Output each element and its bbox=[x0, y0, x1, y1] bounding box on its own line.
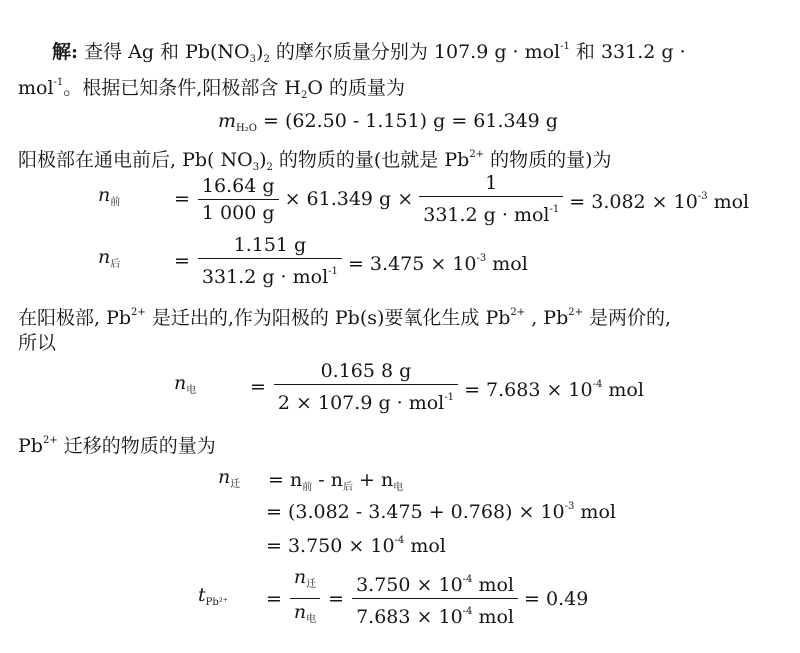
migration-text: + n bbox=[353, 469, 394, 491]
superscript: 2+ bbox=[42, 435, 58, 446]
superscript: -4 bbox=[462, 606, 473, 617]
equation-rhs bbox=[464, 372, 644, 403]
symbol: n bbox=[98, 246, 111, 268]
equation-n-before bbox=[98, 172, 749, 226]
superscript: -1 bbox=[549, 204, 560, 215]
subscript: H₂O bbox=[236, 123, 257, 134]
denominator-text: 331.2 g · mol bbox=[423, 204, 550, 226]
superscript: -1 bbox=[560, 41, 570, 52]
superscript: -3 bbox=[476, 252, 487, 264]
paragraph-text: , Pb bbox=[525, 307, 569, 329]
symbol: m bbox=[218, 110, 237, 132]
equals-sign: = bbox=[174, 250, 190, 272]
equals-sign: = bbox=[266, 587, 282, 610]
symbol: n bbox=[293, 601, 307, 623]
fraction-inverse-molar-mass bbox=[419, 172, 563, 226]
fraction-electric bbox=[274, 360, 458, 414]
symbol: n bbox=[98, 184, 111, 206]
superscript: 2+ bbox=[510, 307, 526, 318]
superscript: -1 bbox=[53, 77, 64, 88]
intro-text: O 的质量为 bbox=[307, 77, 405, 99]
numerator-text: 3.750 × 10 bbox=[356, 574, 463, 596]
superscript: -1 bbox=[328, 266, 338, 277]
equation-n-after bbox=[98, 234, 528, 288]
denominator: 1 000 g bbox=[201, 201, 275, 224]
intro-text: 的摩尔质量分别为 107.9 g · mol bbox=[269, 41, 561, 63]
paragraph-text: 迁移的物质的量为 bbox=[57, 435, 216, 457]
denominator-text: 331.2 g · mol bbox=[201, 266, 329, 288]
superscript: -1 bbox=[444, 392, 455, 403]
equation-rhs bbox=[348, 246, 528, 277]
subscript: 迁 bbox=[230, 479, 241, 490]
superscript: -4 bbox=[592, 378, 603, 390]
rhs-text: = 7.683 × 10 bbox=[464, 378, 593, 401]
equals-sign: = bbox=[328, 587, 345, 610]
numerator bbox=[352, 569, 518, 599]
n-after-label bbox=[98, 244, 166, 278]
n-migration-label bbox=[218, 464, 262, 498]
rhs-text: = 3.475 × 10 bbox=[347, 252, 477, 275]
rhs-unit: mol bbox=[707, 190, 750, 213]
migration-text: = (3.082 - 3.475 + 0.768) × 10 bbox=[266, 501, 565, 523]
subscript: 电 bbox=[306, 614, 317, 625]
superscript: -4 bbox=[394, 535, 405, 546]
subscript: 3 bbox=[249, 54, 257, 65]
superscript: 2+ bbox=[568, 307, 583, 318]
migration-unit: mol bbox=[404, 535, 446, 557]
subscript: 后 bbox=[343, 482, 353, 493]
denominator bbox=[274, 385, 458, 414]
intro-line-1 bbox=[52, 34, 686, 73]
paragraph-text: 的物质的量)为 bbox=[484, 149, 612, 171]
n-before-label bbox=[98, 182, 166, 216]
superscript: -4 bbox=[462, 574, 473, 585]
fraction-mass-ratio bbox=[198, 175, 279, 224]
paragraph-text: 所以 bbox=[18, 332, 57, 354]
solution-label: 解: bbox=[52, 41, 79, 63]
paragraph-text: 在阳极部, Pb bbox=[18, 307, 132, 329]
paragraph-text: ) bbox=[259, 149, 267, 171]
denominator bbox=[419, 197, 563, 226]
paragraph-2-cont bbox=[18, 330, 56, 356]
equation-transference-number bbox=[198, 566, 588, 631]
fraction-after bbox=[198, 234, 342, 288]
subscript: 后 bbox=[110, 259, 121, 270]
equals-sign: = bbox=[250, 376, 266, 398]
migration-unit: mol bbox=[574, 501, 616, 523]
intro-text: ) bbox=[256, 41, 264, 63]
paragraph-text: Pb bbox=[18, 435, 43, 457]
n-electric-label bbox=[174, 370, 242, 404]
t-label bbox=[198, 582, 258, 616]
subscript: 电 bbox=[186, 385, 197, 396]
subscript: 前 bbox=[302, 482, 313, 493]
subscript: Pb²⁺ bbox=[205, 596, 229, 608]
subscript: 2 bbox=[263, 54, 270, 65]
rhs-unit: mol bbox=[602, 378, 644, 401]
symbol: n bbox=[174, 372, 187, 394]
denominator bbox=[290, 599, 320, 631]
denominator-unit: mol bbox=[472, 606, 514, 628]
intro-line-2 bbox=[18, 70, 405, 109]
intro-text: 。根据已知条件,阳极部含 H bbox=[63, 77, 301, 99]
migration-text: = n bbox=[268, 469, 303, 491]
denominator bbox=[198, 259, 342, 288]
equation-rhs: = (62.50 - 1.151) g = 61.349 g bbox=[263, 110, 558, 132]
equals-sign: = bbox=[174, 188, 190, 210]
subscript: 2 bbox=[266, 162, 273, 173]
symbol: n bbox=[218, 466, 231, 488]
paragraph-text: 是两价的, bbox=[583, 307, 672, 329]
intro-text: mol bbox=[18, 77, 54, 99]
numerator: 16.64 g bbox=[198, 175, 279, 200]
superscript: -3 bbox=[564, 501, 575, 512]
subscript: 前 bbox=[110, 197, 121, 208]
equation-mass bbox=[218, 108, 558, 142]
numerator-unit: mol bbox=[472, 574, 514, 596]
numerator bbox=[290, 566, 320, 599]
rhs-unit: mol bbox=[486, 252, 528, 275]
fraction-values bbox=[352, 569, 518, 628]
paragraph-text: 的物质的量(也就是 Pb bbox=[272, 149, 470, 171]
equation-n-electric bbox=[174, 360, 644, 414]
numerator: 1.151 g bbox=[198, 234, 342, 259]
migration-text: - n bbox=[312, 469, 343, 491]
equation-rhs: = 0.49 bbox=[524, 587, 589, 610]
symbol: t bbox=[198, 583, 206, 606]
denominator-text: 7.683 × 10 bbox=[356, 606, 463, 628]
denominator-text: 2 × 107.9 g · mol bbox=[277, 392, 445, 414]
migration-text: = 3.750 × 10 bbox=[266, 535, 395, 557]
paragraph-3 bbox=[18, 428, 216, 459]
superscript: 2+ bbox=[469, 149, 485, 160]
equation-rhs bbox=[569, 184, 749, 215]
equation-n-migration-2 bbox=[266, 494, 616, 525]
subscript: 电 bbox=[393, 482, 404, 493]
paragraph-2 bbox=[18, 300, 671, 331]
paragraph-text: 是迁出的,作为阳极的 Pb(s)要氧化生成 Pb bbox=[145, 307, 511, 329]
denominator bbox=[352, 599, 518, 628]
superscript: -3 bbox=[697, 190, 708, 202]
fraction-n-ratio bbox=[290, 566, 320, 631]
subscript: 2 bbox=[300, 90, 308, 101]
superscript: 2+ bbox=[131, 307, 146, 318]
symbol: n bbox=[293, 566, 307, 588]
paragraph-text: 阳极部在通电前后, Pb( NO bbox=[18, 149, 253, 171]
subscript: 3 bbox=[252, 162, 260, 173]
numerator: 0.165 8 g bbox=[274, 360, 458, 385]
equation-n-migration-3 bbox=[266, 528, 446, 559]
intro-text: 查得 Ag 和 Pb(NO bbox=[84, 41, 250, 63]
equation-middle: × 61.349 g × bbox=[284, 188, 414, 210]
rhs-text: = 3.082 × 10 bbox=[569, 190, 698, 213]
intro-text: 和 331.2 g · bbox=[569, 41, 686, 63]
numerator: 1 bbox=[419, 172, 563, 197]
subscript: 迁 bbox=[306, 579, 317, 590]
